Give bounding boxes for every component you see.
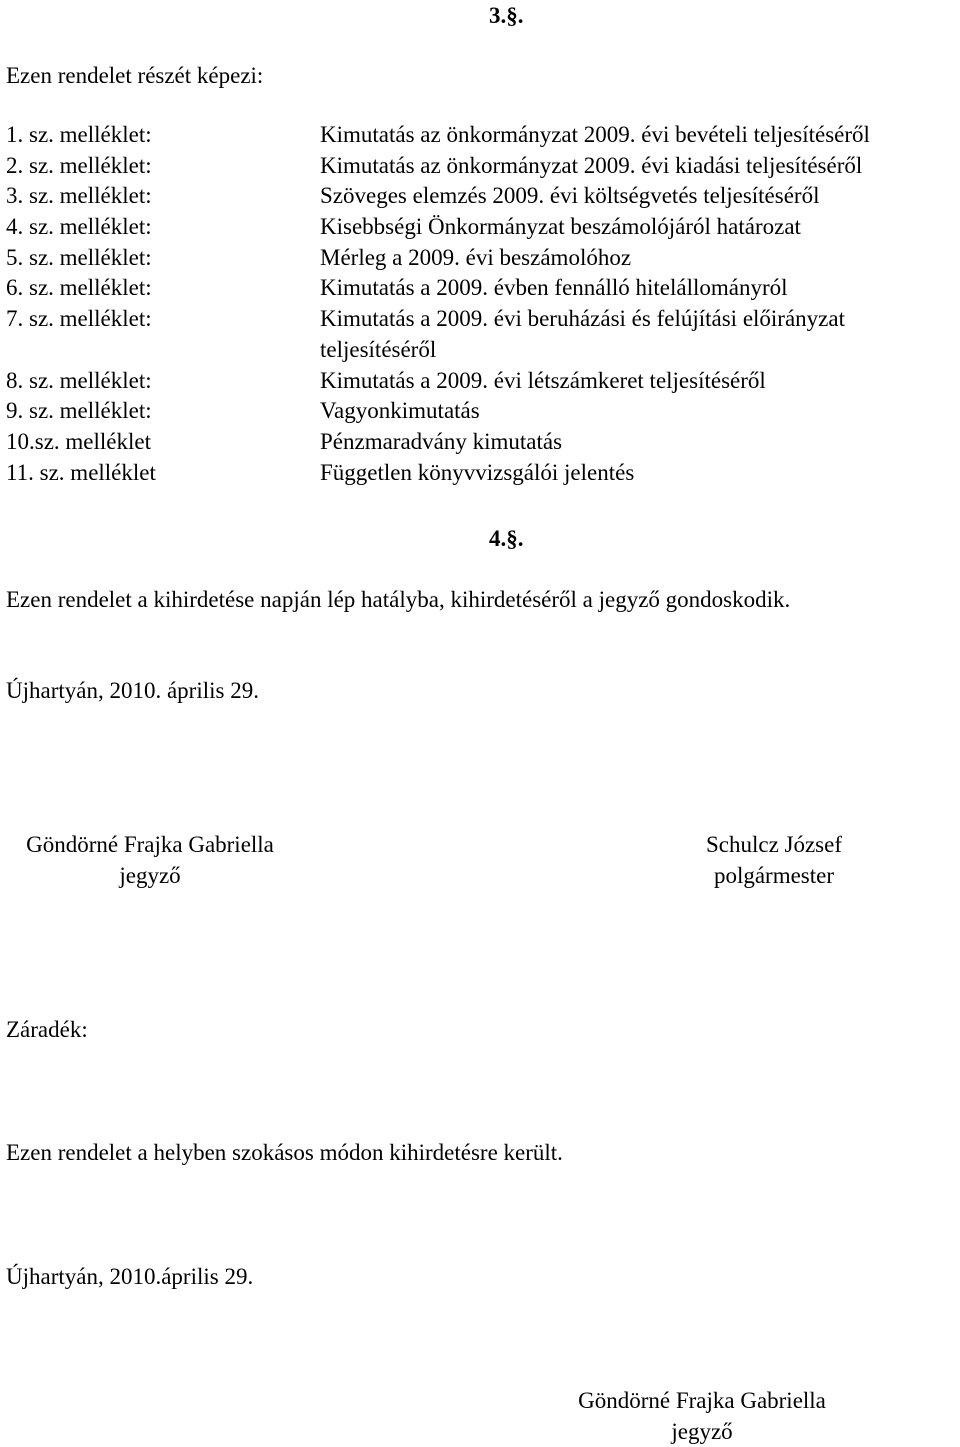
annex-list [6,122,960,490]
signature-name: Göndörné Frajka Gabriella [578,1388,826,1413]
annex-title: Szöveges elemzés 2009. évi költségvetés teljesítéséről [320,183,820,209]
signature-role: polgármester [713,863,835,888]
annex-title: Kimutatás az önkormányzat 2009. évi bevételi teljesítéséről [320,122,870,147]
signature-role: jegyző [119,863,181,888]
signature-role: jegyző [671,1419,733,1444]
annex-title: Kimutatás az önkormányzat 2009. évi kiadási teljesítéséről [320,152,863,178]
annex-number: 4. sz. melléklet: [6,214,152,240]
signature-right [660,829,888,891]
list-item [6,306,960,362]
annex-title: Vagyonkimutatás [320,398,480,424]
annex-title: Mérleg a 2009. évi beszámolóhoz [320,244,632,270]
list-item [6,122,960,153]
annex-number: 9. sz. melléklet: [6,398,152,424]
list-item [6,153,960,184]
annex-title: Pénzmaradvány kimutatás [320,428,563,454]
signature-name: Göndörné Frajka Gabriella [26,832,274,857]
annex-title: Kimutatás a 2009. évben fennálló hitelállományról [320,275,788,301]
list-item [6,183,960,214]
annex-number: 2. sz. melléklet: [6,152,152,178]
annex-title: Kimutatás a 2009. évi létszámkeret teljesítéséről [320,367,766,393]
place-date: Újhartyán, 2010.április 29. [6,1264,254,1289]
annex-title: Kimutatás a 2009. évi beruházási és felújítási előirányzat teljesítéséről [320,306,845,362]
section-4-heading: 4.§. [489,526,524,551]
place-date: Újhartyán, 2010. április 29. [6,678,259,703]
section-3-heading: 3.§. [489,3,524,28]
annex-number: 11. sz. melléklet [6,459,156,485]
annex-number: 6. sz. melléklet: [6,275,152,301]
annex-number: 1. sz. melléklet: [6,122,152,147]
signature-final [552,1385,852,1447]
list-item [6,245,960,276]
list-item [6,214,960,245]
annex-title: Kisebbségi Önkormányzat beszámolójáról határozat [320,214,801,240]
list-item [6,275,960,306]
clause-heading: Záradék: [6,1017,88,1042]
clause-text: Ezen rendelet a helyben szokásos módon kihirdetésre került. [6,1140,563,1165]
section-4-text: Ezen rendelet a kihirdetése napján lép hatályba, kihirdetéséről a jegyző gondoskodik. [6,587,791,612]
annex-intro: Ezen rendelet részét képezi: [6,63,264,88]
annex-title: Független könyvvizsgálói jelentés [320,459,635,485]
annex-number: 10.sz. melléklet [6,428,151,454]
list-item [6,368,960,399]
annex-number: 7. sz. melléklet: [6,306,152,332]
annex-number: 3. sz. melléklet: [6,183,152,209]
annex-number: 5. sz. melléklet: [6,244,152,270]
list-item [6,460,960,491]
list-item [6,398,960,429]
annex-number: 8. sz. melléklet: [6,367,152,393]
signature-left [0,829,300,891]
signature-name: Schulcz József [705,832,843,857]
list-item [6,429,960,460]
